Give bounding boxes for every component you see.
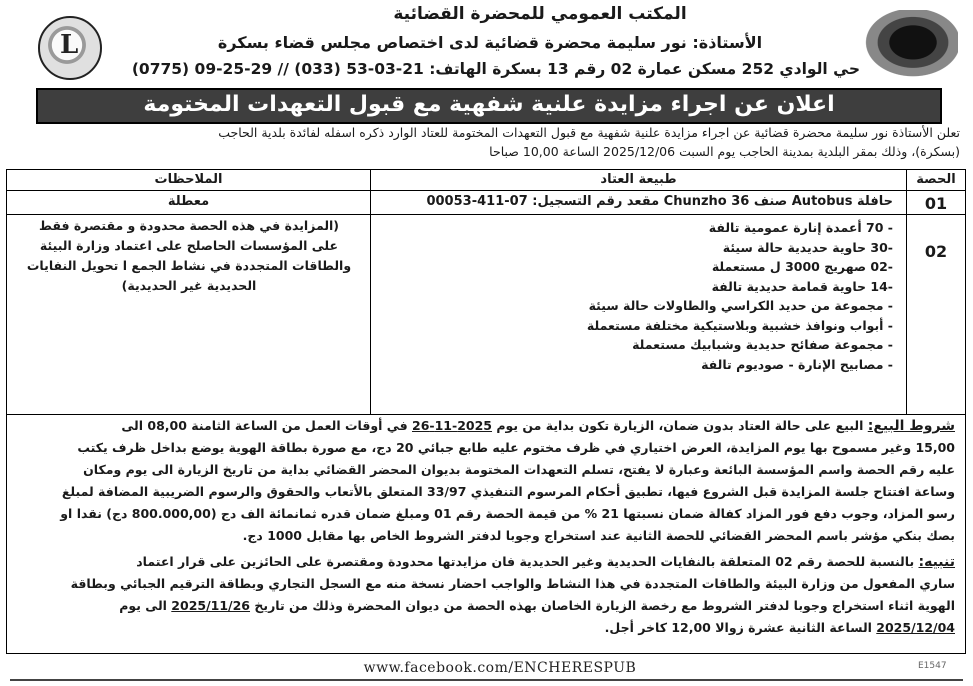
logo-letter: L bbox=[60, 30, 79, 60]
notice-text: الساعة الثانية عشرة زوالا 12,00 كاخر أجل. bbox=[604, 620, 872, 635]
terms-line: وساعة افتتاح جلسة المزايدة قبل الشروع فيها، تطبيق أحكام المرسوم التنفيذي 33/97 المتعلق بالأتعاب والحقوق والرسوم الضريبية المضافة لمبلغ bbox=[61, 484, 955, 499]
notice-line bbox=[15, 553, 955, 571]
list-item: - 70 أعمدة إنارة عمومية تالفة bbox=[708, 220, 893, 235]
list-item: -30 حاوية حديدية حالة سيئة bbox=[722, 239, 893, 255]
withdrawal-start-date: 2025/11/26 bbox=[171, 598, 251, 613]
lot-1-note: معطلة bbox=[167, 194, 210, 209]
intro-line-2: (بسكرة)، وذلك بمقر البلدية بمدينة الحاجب يوم السبت 2025/12/06 الساعة 10,00 صباحا bbox=[489, 144, 960, 159]
lot-number: 01 bbox=[924, 194, 948, 213]
notice-line: ساري المفعول من وزارة البيئة والطاقات المتجددة في هذا النشاط والواجب احضار نسخة منه مع السجل التجاري وبطاقة الترقيم الجبائي وبطاقة bbox=[70, 576, 955, 591]
terms-line: عليه رقم الحصة واسم المؤسسة البائعة وعبارة لا يفتح، تسلم التعهدات المختومة بديوان المحضر القضائي بداية من تاريخ الزيارة الى يوم ومكان bbox=[83, 462, 955, 477]
table-column-divider bbox=[370, 170, 371, 414]
header-notes: الملاحظات bbox=[154, 172, 223, 187]
list-item: -14 حاوية قمامة حديدية تالفة bbox=[711, 278, 893, 294]
scales-of-justice-logo bbox=[858, 10, 958, 82]
visit-start-date: 2025-11-26 bbox=[412, 418, 493, 433]
header-equipment-nature: طبيعة العتاد bbox=[600, 172, 677, 187]
terms-text: في أوقات العمل من الساعة الثامنة 08,00 الى bbox=[121, 418, 408, 433]
note-line: (المزايدة في هذه الحصة محدودة و مقتصرة فقط bbox=[38, 218, 340, 233]
intro-line-1: تعلن الأستاذة نور سليمة محضرة قضائية عن اجراء مزايدة علنية شفهية مع قبول التعهدات المختومة للعتاد الوارد ذكره اسفله لفائدة بلدية الحاجب bbox=[218, 125, 960, 140]
notice-text: بالنسبة للحصة رقم 02 المتعلقة بالنفايات الحديدية وغير الحديدية فان مزايدتها محدودة ومقتصرة على الحائزين على قرار اعتماد bbox=[136, 554, 915, 569]
terms-line: بصك بنكي مؤشر باسم المحضر القضائي للحصة الثانية عند استخراج وجوبا لدفتر الشروط الخاص بها مقابل 1000 دج. bbox=[242, 528, 955, 543]
notice-line bbox=[15, 597, 955, 615]
note-line: الحديدية غير الحديدية) bbox=[121, 278, 257, 293]
list-item: - مصابيح الإنارة - صوديوم تالفة bbox=[701, 356, 893, 372]
list-item: - أبواب ونوافذ خشبية وبلاستيكية مختلفة مستعملة bbox=[586, 317, 893, 333]
note-line: والطاقات المتجددة في نشاط الجمع ا تحويل النفايات bbox=[26, 258, 352, 273]
office-name: المكتب العمومي للمحضرة القضائية bbox=[393, 4, 687, 24]
bailiff-name-line: الأستاذة: نور سليمة محضرة قضائية لدى اختصاص مجلس قضاء بسكرة bbox=[217, 33, 763, 52]
terms-text: نقدا او bbox=[60, 506, 102, 521]
guarantee-amount: (800.000,00 دج) bbox=[106, 506, 217, 521]
terms-text: رسو المزاد، وجوب دفع فور المزاد كفالة ضمان نسبتها 21 % من قيمة الحصة رقم 01 ومبلغ ضمان قدره ثمانمائة الف دج bbox=[220, 506, 955, 521]
bottom-divider bbox=[10, 679, 963, 681]
terms-line bbox=[15, 417, 955, 435]
list-item: - مجموعة من حديد الكراسي والطاولات حالة سيئة bbox=[588, 298, 893, 313]
reference-code: E1547 bbox=[918, 661, 947, 671]
note-line: على المؤسسات الحاصلح على اعتماد وزارة البيئة bbox=[39, 238, 339, 253]
conditions-box bbox=[6, 413, 966, 654]
terms-line: 15,00 وغير مسموح بها يوم المزايدة، العرض اختياري في ظرف مختوم عليه طابع جبائي 20 دج، مع صورة بطاقة الهوية يوضع بداخل ظرف يكتب bbox=[77, 440, 955, 455]
table-row-divider bbox=[7, 214, 965, 215]
list-item: - مجموعة صفائح حديدية وشبابيك مستعملة bbox=[632, 337, 893, 352]
facebook-url: www.facebook.com/ENCHERESPUB bbox=[363, 660, 637, 676]
lot-number: 02 bbox=[924, 242, 948, 261]
header-lot: الحصة bbox=[916, 172, 956, 187]
terms-label: شروط البيع: bbox=[867, 418, 955, 434]
address-phone-line: حي الوادي 252 مسكن عمارة 02 رقم 13 بسكرة الهاتف: 21-03-53 (033) // 29-25-09 (0775) bbox=[131, 60, 860, 78]
table-row-divider bbox=[7, 190, 965, 191]
lot-2-note bbox=[13, 216, 365, 296]
deadline-date: 2025/12/04 bbox=[876, 620, 955, 635]
bailiff-emblem-logo bbox=[38, 16, 102, 80]
notice-text: الهوية اثناء استخراج وجوبا لدفتر الشروط مع رخصة الزيارة الخاصان بهذه الحصة من ديوان المحضرة وذلك من تاريخ bbox=[254, 598, 955, 613]
title-banner bbox=[36, 88, 942, 124]
notice-label: تنبيه: bbox=[918, 554, 955, 570]
terms-text: البيع على حالة العتاد بدون ضمان، الزيارة تكون بداية من يوم bbox=[496, 418, 864, 433]
notice-text: الى يوم bbox=[119, 598, 167, 613]
lot-1-item: حافلة Autobus صنف Chunzho 36 مقعد رقم التسجيل: 07-411-00053 bbox=[426, 194, 893, 209]
notice-title: اعلان عن اجراء مزايدة علنية شفهية مع قبول التعهدات المختومة bbox=[143, 92, 835, 117]
list-item: -02 صهريج 3000 ل مستعملة bbox=[711, 259, 893, 274]
lot-2-items-list bbox=[487, 218, 893, 374]
notice-line bbox=[15, 619, 955, 637]
terms-line bbox=[15, 505, 955, 523]
lots-table bbox=[6, 169, 966, 415]
